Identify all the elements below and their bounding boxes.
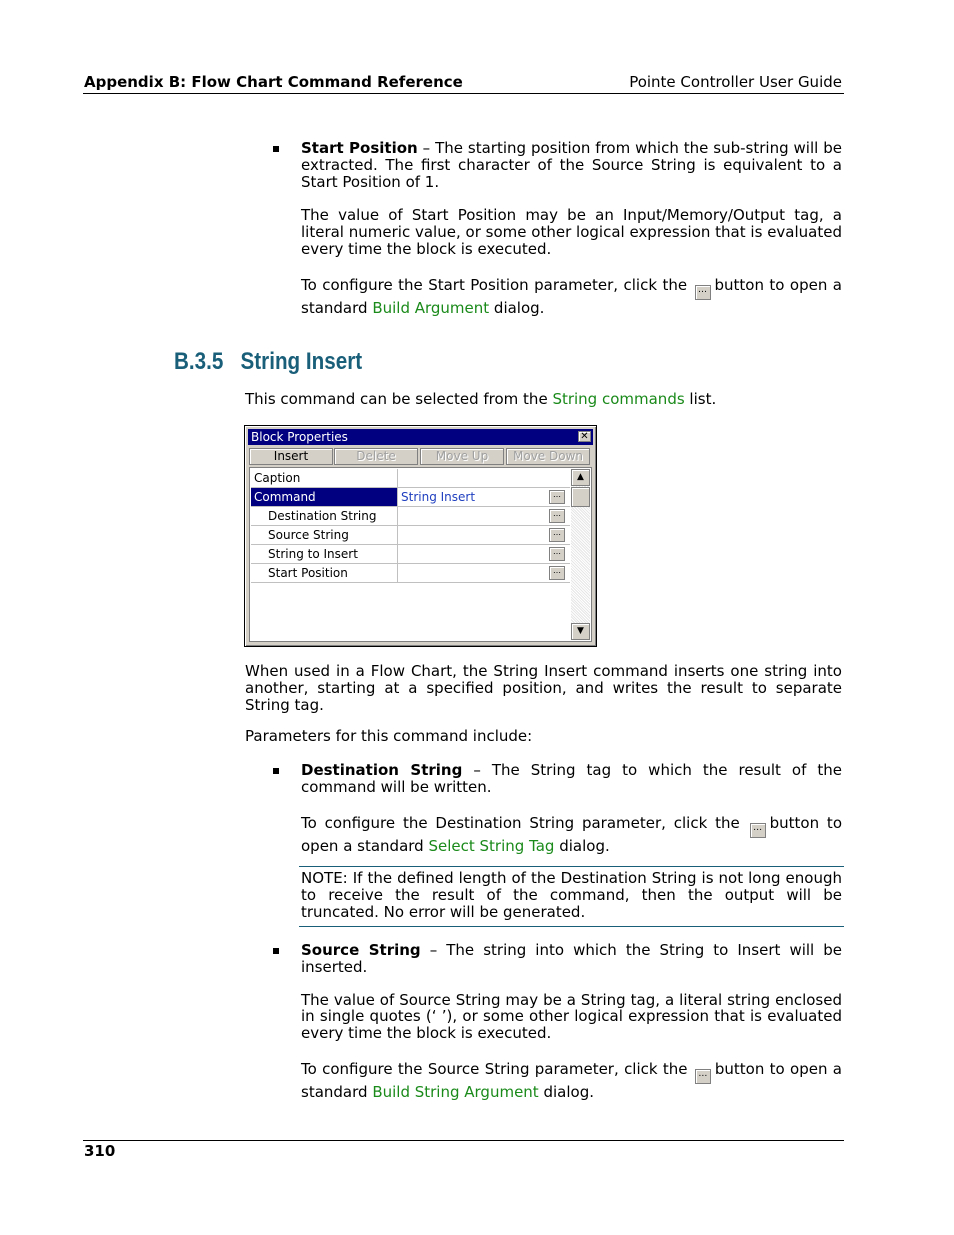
property-label: Start Position xyxy=(251,564,398,582)
close-icon[interactable]: ✕ xyxy=(578,431,591,442)
running-header-right: Pointe Controller User Guide xyxy=(629,73,842,91)
ellipsis-icon[interactable]: … xyxy=(549,528,565,542)
dialog-title-bar xyxy=(248,429,593,445)
ellipsis-icon[interactable]: … xyxy=(549,547,565,561)
delete-button[interactable]: Delete xyxy=(334,448,418,465)
note-rule-top xyxy=(299,866,844,867)
ellipsis-button-icon: … xyxy=(695,285,711,300)
term-start-position: Start Position xyxy=(301,139,418,157)
dest-para1: Destination String – The String tag to which the result of the command will be written. xyxy=(301,761,842,796)
vertical-scrollbar[interactable] xyxy=(571,469,590,640)
table-row[interactable] xyxy=(251,564,570,583)
bullet-marker xyxy=(273,768,279,774)
block-properties-dialog xyxy=(244,425,597,647)
header-rule xyxy=(83,93,844,94)
scroll-thumb[interactable] xyxy=(571,487,590,507)
bullet-source-string xyxy=(301,942,842,1101)
move-down-button[interactable]: Move Down xyxy=(506,448,590,465)
link-build-argument[interactable]: Build Argument xyxy=(372,298,490,317)
property-label: Caption xyxy=(251,469,398,487)
bullet-start-position xyxy=(301,140,842,317)
command-description xyxy=(245,663,842,745)
property-label: Destination String xyxy=(251,507,398,525)
footer-rule xyxy=(83,1140,844,1141)
property-value[interactable]: String Insert xyxy=(401,490,476,504)
link-string-commands[interactable]: String commands xyxy=(552,390,685,408)
start-position-para2: The value of Start Position may be an Input/Memory/Output tag, a literal numeric value, or some other logical expression that is evaluated every time the block is executed. xyxy=(301,206,842,258)
bullet-destination-string xyxy=(301,762,842,854)
description-text: When used in a Flow Chart, the String Insert command inserts one string into another, starting at a specified position, and writes the result to separate String tag. xyxy=(245,662,842,714)
table-row[interactable] xyxy=(251,526,570,545)
params-intro: Parameters for this command include: xyxy=(245,727,533,746)
property-label: Source String xyxy=(251,526,398,544)
page-number: 310 xyxy=(84,1142,116,1160)
ellipsis-icon[interactable]: … xyxy=(549,509,565,523)
running-header-left: Appendix B: Flow Chart Command Reference xyxy=(84,73,463,91)
section-heading xyxy=(174,348,393,376)
term-destination-string: Destination String xyxy=(301,761,463,779)
table-row[interactable] xyxy=(251,507,570,526)
dialog-title: Block Properties xyxy=(251,430,348,444)
section-number: B.3.5 xyxy=(174,348,224,375)
move-up-button[interactable]: Move Up xyxy=(420,448,504,465)
source-para2: The value of Source String may be a String tag, a literal string enclosed in single quotes (‘ ’), or some other logical expression that is evaluated every time the block is executed. xyxy=(301,990,842,1043)
property-label: String to Insert xyxy=(251,545,398,563)
ellipsis-icon[interactable]: … xyxy=(549,566,565,580)
table-row[interactable] xyxy=(251,488,570,507)
ellipsis-button-icon: … xyxy=(695,1069,711,1084)
note-block xyxy=(301,870,842,920)
source-para1: Source String – The string into which the String to Insert will be inserted. xyxy=(301,941,842,976)
dest-para2: To configure the Destination String parameter, click the … button to open a standard Select String Tag dialog. xyxy=(301,813,842,855)
scroll-up-icon[interactable]: ▲ xyxy=(571,469,590,486)
table-row[interactable] xyxy=(251,469,570,488)
properties-grid xyxy=(249,467,592,642)
source-para3: To configure the Source String parameter, click the … button to open a standard Build String Argument dialog. xyxy=(301,1059,842,1101)
property-label: Command xyxy=(251,488,398,506)
insert-button[interactable]: Insert xyxy=(249,448,333,465)
bullet-marker xyxy=(273,146,279,152)
section-intro: This command can be selected from the String commands list. xyxy=(245,390,717,408)
start-position-desc: – The starting position from which the sub-string will be extracted. The first character of the Source String is equivalent to a Start Position of 1. xyxy=(301,139,842,191)
table-row[interactable] xyxy=(251,545,570,564)
section-title: String Insert xyxy=(240,348,363,375)
link-select-string-tag[interactable]: Select String Tag xyxy=(428,836,555,855)
term-source-string: Source String xyxy=(301,941,421,959)
start-position-para3: To configure the Start Position parameter, click the … button to open a standard Build Argument dialog. xyxy=(301,275,842,317)
bullet-marker xyxy=(273,948,279,954)
ellipsis-icon[interactable]: … xyxy=(549,490,565,504)
ellipsis-button-icon: … xyxy=(750,823,766,838)
start-position-para1 xyxy=(301,140,842,190)
link-build-string-argument[interactable]: Build String Argument xyxy=(372,1082,539,1101)
scroll-down-icon[interactable]: ▼ xyxy=(571,623,590,640)
note-text: NOTE: If the defined length of the Destination String is not long enough to receive the result of the command, then the output will be truncated. No error will be generated. xyxy=(301,869,842,921)
note-rule-bottom xyxy=(299,926,844,927)
